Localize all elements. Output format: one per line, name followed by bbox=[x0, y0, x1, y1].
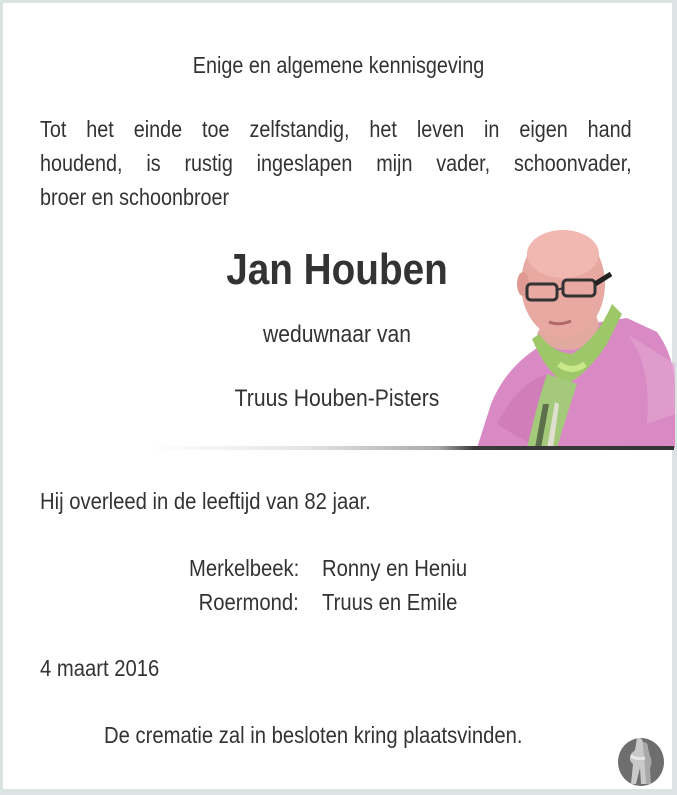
family-names: Truus en Emile bbox=[322, 589, 458, 615]
deceased-name: Jan Houben bbox=[226, 245, 448, 294]
age-line: Hij overleed in de leeftijd van 82 jaar. bbox=[40, 488, 371, 514]
notice-date: 4 maart 2016 bbox=[40, 655, 160, 681]
notice-header: Enige en algemene kennisgeving bbox=[192, 52, 485, 78]
closing-line: De crematie zal in besloten kring plaatsvinden. bbox=[104, 722, 523, 748]
intro-line: houdend, is rustig ingeslapen mijn vader, schoonvader, bbox=[40, 150, 632, 176]
relation-label: weduwnaar van bbox=[263, 321, 411, 348]
family-place: Merkelbeek: bbox=[188, 555, 299, 581]
family-place: Roermond: bbox=[198, 589, 299, 615]
portrait-photo bbox=[477, 224, 675, 448]
intro-line: Tot het einde toe zelfstandig, het leven in eigen hand bbox=[40, 116, 632, 142]
spouse-name: Truus Houben-Pisters bbox=[234, 385, 440, 412]
memorial-logo-icon bbox=[617, 734, 665, 786]
divider-rule bbox=[150, 446, 674, 450]
family-names: Ronny en Heniu bbox=[322, 555, 468, 581]
intro-line: broer en schoonbroer bbox=[40, 184, 230, 210]
intro-paragraph bbox=[40, 112, 632, 214]
